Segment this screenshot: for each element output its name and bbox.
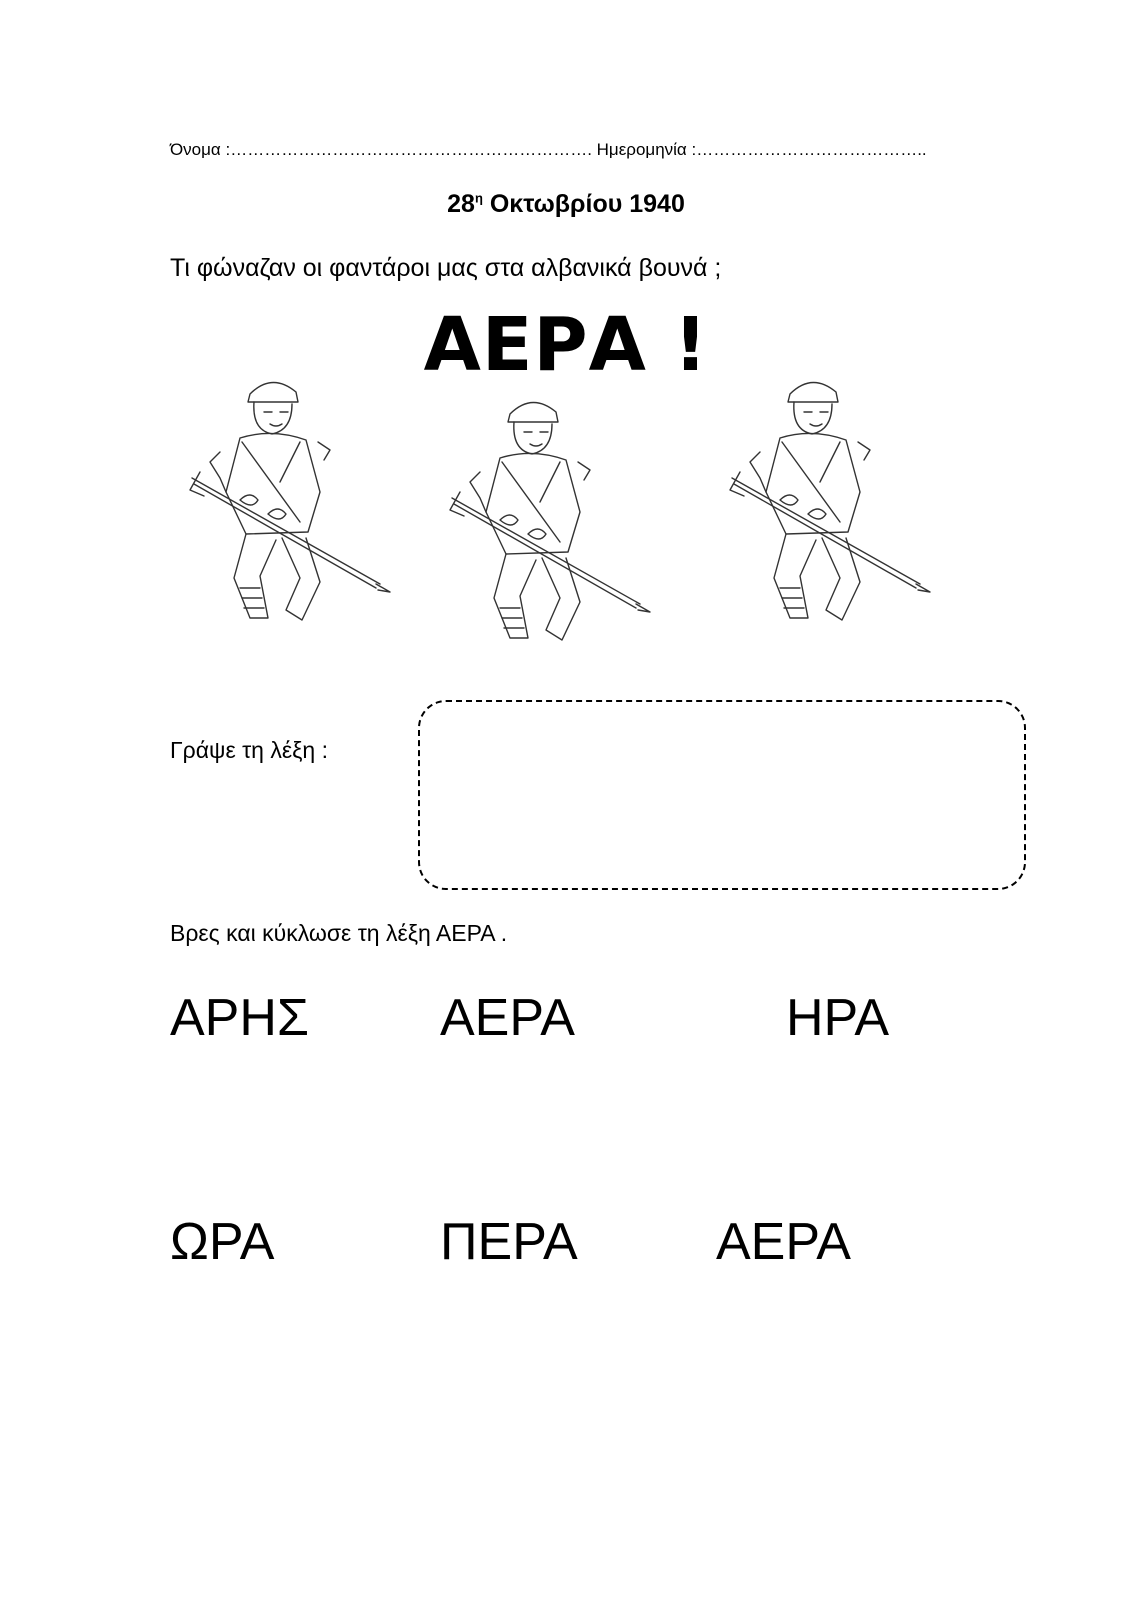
word-option[interactable]: ΩΡΑ — [170, 1213, 275, 1271]
soldier-icon — [440, 392, 660, 672]
write-answer-box[interactable] — [418, 700, 1026, 890]
write-word-label: Γράψε τη λέξη : — [170, 737, 328, 763]
title-number: 28 — [447, 190, 475, 218]
word-option[interactable]: ΗΡΑ — [786, 989, 890, 1047]
big-word: ΑΕΡΑ ! — [423, 302, 709, 388]
word-option[interactable]: ΑΕΡΑ — [716, 1213, 851, 1271]
title-text: Οκτωβρίου 1940 — [482, 190, 685, 218]
find-word-label: Βρες και κύκλωσε τη λέξη ΑΕΡΑ . — [170, 920, 508, 946]
title-superscript: η — [474, 190, 483, 206]
word-option[interactable]: ΑΕΡΑ — [440, 989, 575, 1047]
word-option[interactable]: ΠΕΡΑ — [440, 1213, 578, 1271]
soldier-icon — [180, 372, 400, 652]
soldier-icon — [720, 372, 940, 652]
name-date-line: Όνομα :………………………………………………………. Ημερομηνία :………………………………….. — [170, 140, 927, 159]
question-text: Τι φώναζαν οι φαντάροι μας στα αλβανικά βουνά ; — [170, 254, 722, 282]
page-title — [0, 190, 1132, 219]
word-option[interactable]: ΑΡΗΣ — [170, 989, 310, 1047]
